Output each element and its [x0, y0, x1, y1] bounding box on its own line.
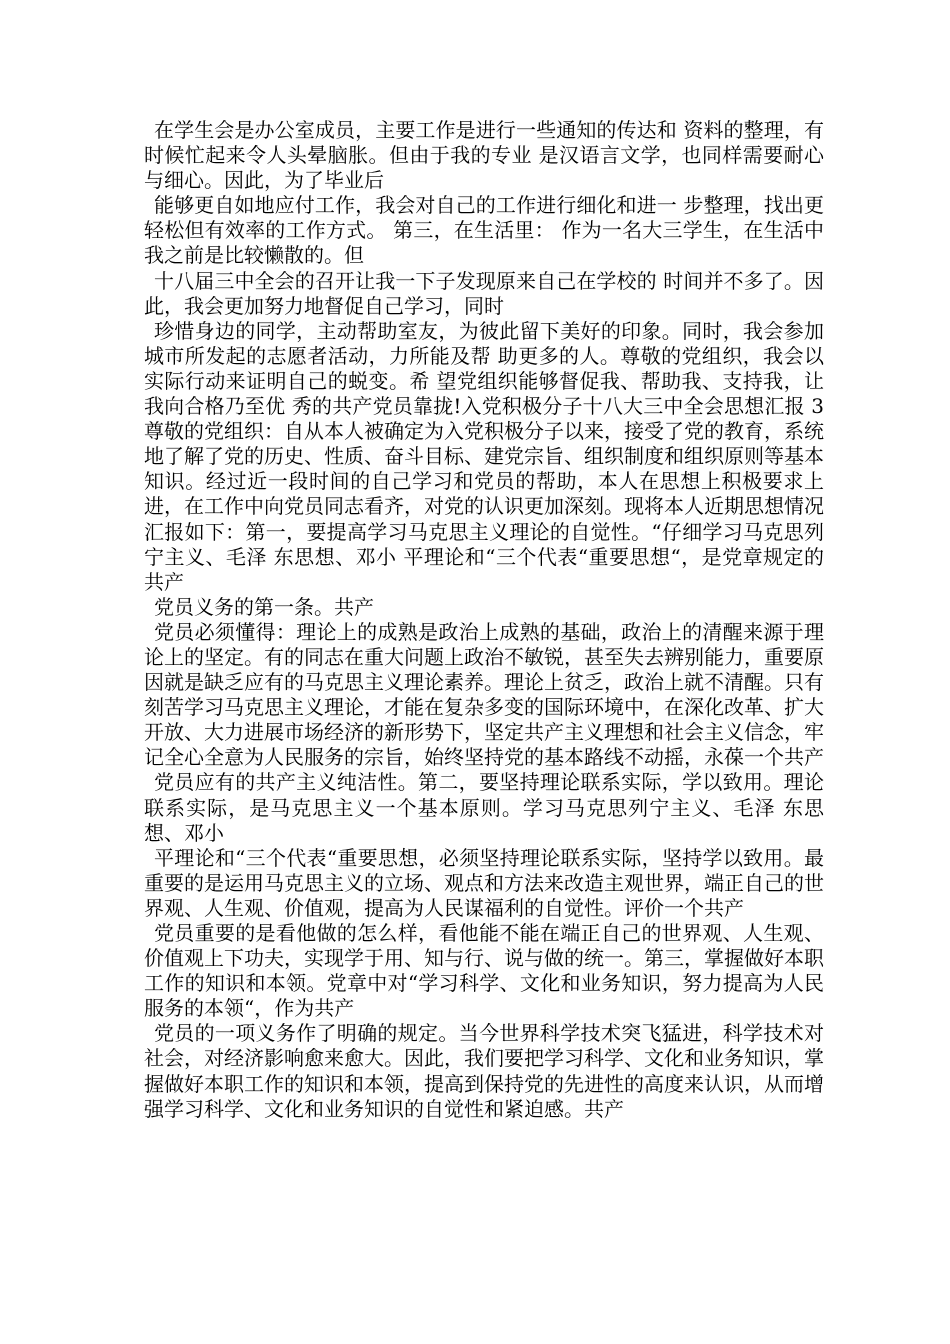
document-page — [144, 118, 824, 1122]
paragraph-7: 党员应有的共产主义纯洁性。第二，要坚持理论联系实际，学以致用。理论联系实际，是马克思主义一个基本原则。学习马克思列宁主义、毛泽 东思想、邓小 — [144, 770, 824, 845]
paragraph-8: 平理论和“三个代表“重要思想，必须坚持理论联系实际，坚持学以致用。最重要的是运用马克思主义的立场、观点和方法来改造主观世界，端正自己的世界观、人生观、价值观，提高为人民谋福利的自觉性。评价一个共产 — [144, 845, 824, 920]
paragraph-3: 十八届三中全会的召开让我一下子发现原来自己在学校的 时间并不多了。因此，我会更加努力地督促自己学习，同时 — [144, 268, 824, 318]
paragraph-6: 党员必须懂得：理论上的成熟是政治上成熟的基础，政治上的清醒来源于理论上的坚定。有的同志在重大问题上政治不敏锐，甚至失去辨别能力，重要原因就是缺乏应有的马克思主义理论素养。理论上贫乏，政治上就不清醒。只有刻苦学习马克思主义理论，才能在复杂多变的国际环境中，在深化改革、扩大开放、大力进展市场经济的新形势下，坚定共产主义理想和社会主义信念，牢记全心全意为人民服务的宗旨，始终坚持党的基本路线不动摇，永葆一个共产 — [144, 619, 824, 770]
paragraph-9: 党员重要的是看他做的怎么样，看他能不能在端正自己的世界观、人生观、价值观上下功夫，实现学于用、知与行、说与做的统一。第三，掌握做好本职工作的知识和本领。党章中对“学习科学、文化和业务知识，努力提高为人民服务的本领“，作为共产 — [144, 921, 824, 1021]
paragraph-2: 能够更自如地应付工作，我会对自己的工作进行细化和进一 步整理，找出更轻松但有效率的工作方式。 第三，在生活里： 作为一名大三学生，在生活中我之前是比较懒散的。但 — [144, 193, 824, 268]
paragraph-4: 珍惜身边的同学，主动帮助室友，为彼此留下美好的印象。同时，我会参加城市所发起的志愿者活动，力所能及帮 助更多的人。尊敬的党组织，我会以实际行动来证明自己的蜕变。希 望党组织能够督促我、帮助我、支持我，让我向合格乃至优 秀的共产党员靠拢!入党积极分子十八大三中全会思想汇报 3 尊敬的党组织：自从本人被确定为入党积极分子以来，接受了党的教育，系统地了解了党的历史、性质、奋斗目标、建党宗旨、组织制度和组织原则等基本知识。经过近一段时间的自己学习和党员的帮助，本人在思想上积极要求上进，在工作中向党员同志看齐，对党的认识更加深刻。现将本人近期思想情况汇报如下：第一，要提高学习马克思主义理论的自觉性。“仔细学习马克思列宁主义、毛泽 东思想、邓小 平理论和“三个代表“重要思想“，是党章规定的共产 — [144, 318, 824, 594]
paragraph-1: 在学生会是办公室成员，主要工作是进行一些通知的传达和 资料的整理，有时候忙起来令人头晕脑胀。但由于我的专业 是汉语言文学，也同样需要耐心与细心。因此，为了毕业后 — [144, 118, 824, 193]
paragraph-10: 党员的一项义务作了明确的规定。当今世界科学技术突飞猛进，科学技术对社会，对经济影响愈来愈大。因此，我们要把学习科学、文化和业务知识，掌握做好本职工作的知识和本领，提高到保持党的先进性的高度来认识，从而增强学习科学、文化和业务知识的自觉性和紧迫感。共产 — [144, 1021, 824, 1121]
paragraph-5: 党员义务的第一条。共产 — [154, 594, 374, 619]
